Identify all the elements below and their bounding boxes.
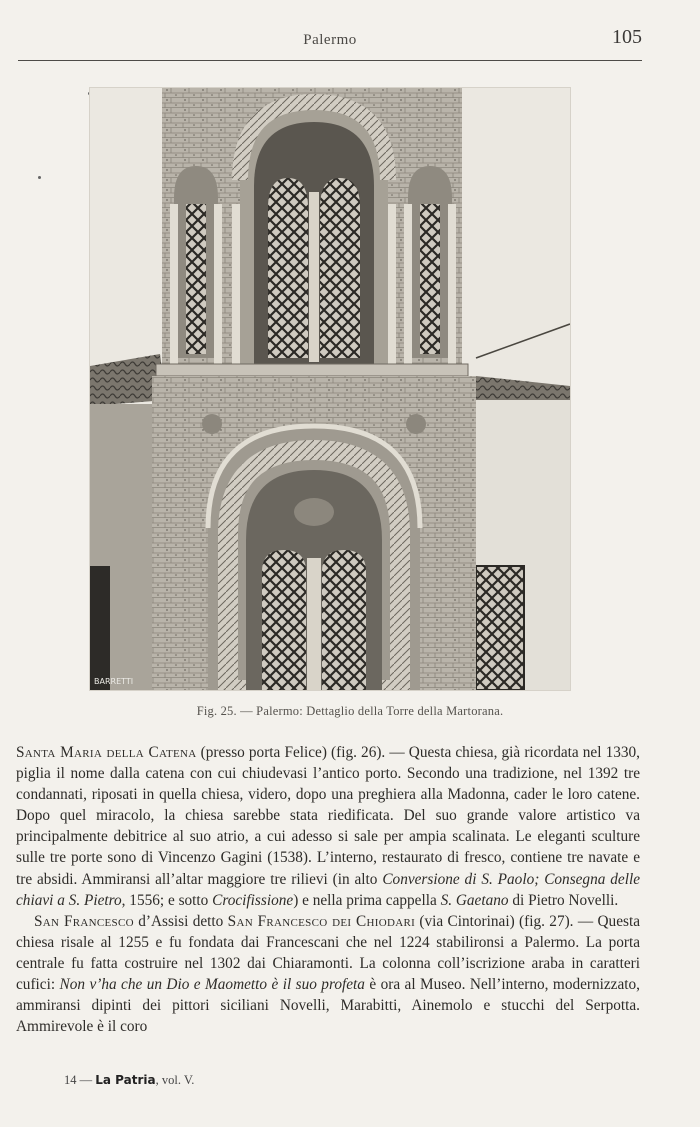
paragraph-san-francesco: San Francesco d’Assisi detto San Francesco dei Chiodari (via Cintorinai) (fig. 27). — Questa chiesa risale al 1255 e fu fondata dai Francescani che nel 1224 stabilironsi a Palermo. La porta centrale fu fatta costruire nel 1302 dai Chiaramonti. La colonna coll’iscrizione araba in caratteri cufici: Non v’ha che un Dio e Maometto è il suo profeta è ora al Museo. Nell’interno, modernizzato, ammiransi dipinti dei pittori siciliani Novelli, Marabitti, Ainemolo e stucchi del Serpotta. Ammirevole è il coro (16, 912, 640, 1036)
signature-mark: 14 — (64, 1073, 96, 1087)
entry-heading: San Francesco dei Chiodari (227, 912, 416, 930)
artwork-title: Conversione di S. Paolo; Consegna delle chiavi a S. Pietro (16, 870, 640, 909)
entry-heading: San Francesco (34, 912, 134, 930)
paragraph-santa-maria-della-catena: Santa Maria della Catena (presso porta Felice) (fig. 26). — Questa chiesa, già ricordata nel 1330, piglia il nome dalla catena con cui chiudevasi l’antico porto. Secondo una tradizione, nel 1392 tre condannati, riposati in quella chiesa, videro, dopo una preghiera alla Madonna, cader le loro catene. Dopo quel miracolo, la chiesa sarebbe stata riedificata. Del suo grande valore artistico va principalmente debitrice al suo atrio, a cui adesso si sale per ampia scalinata. Le eleganti sculture sulle tre porte sono di Vincenzo Gagini (1538). L’interno, restaurato di fresco, contiene tre navate e tre absidi. Ammiransi all’altar maggiore tre rilievi (in alto Conversione di S. Paolo; Consegna delle chiavi a S. Pietro, 1556; e sotto Crocifissione) e nella prima cappella S. Gaetano di Pietro Novelli. (16, 744, 640, 909)
volume-label: , vol. V. (155, 1073, 195, 1087)
header-rule (18, 60, 642, 61)
page-number: 105 (612, 26, 642, 48)
entry-heading: Santa Maria della Catena (16, 744, 197, 761)
body-text (16, 742, 640, 1037)
photographer-stamp: BARRETTI (94, 677, 134, 686)
series-title: La Patria (95, 1073, 156, 1087)
artwork-title: Crocifissione (212, 891, 294, 909)
figure-caption: Fig. 25. — Palermo: Dettaglio della Torre della Martorana. (196, 704, 504, 718)
running-title: Palermo (303, 32, 357, 48)
margin-speck (38, 176, 41, 179)
artwork-title: S. Gaetano (440, 891, 509, 909)
page-footer (64, 1073, 194, 1088)
tower-photograph (90, 88, 570, 690)
inscription-quote: Non v’ha che un Dio e Maometto è il suo profeta (59, 976, 365, 994)
running-head (18, 22, 642, 62)
